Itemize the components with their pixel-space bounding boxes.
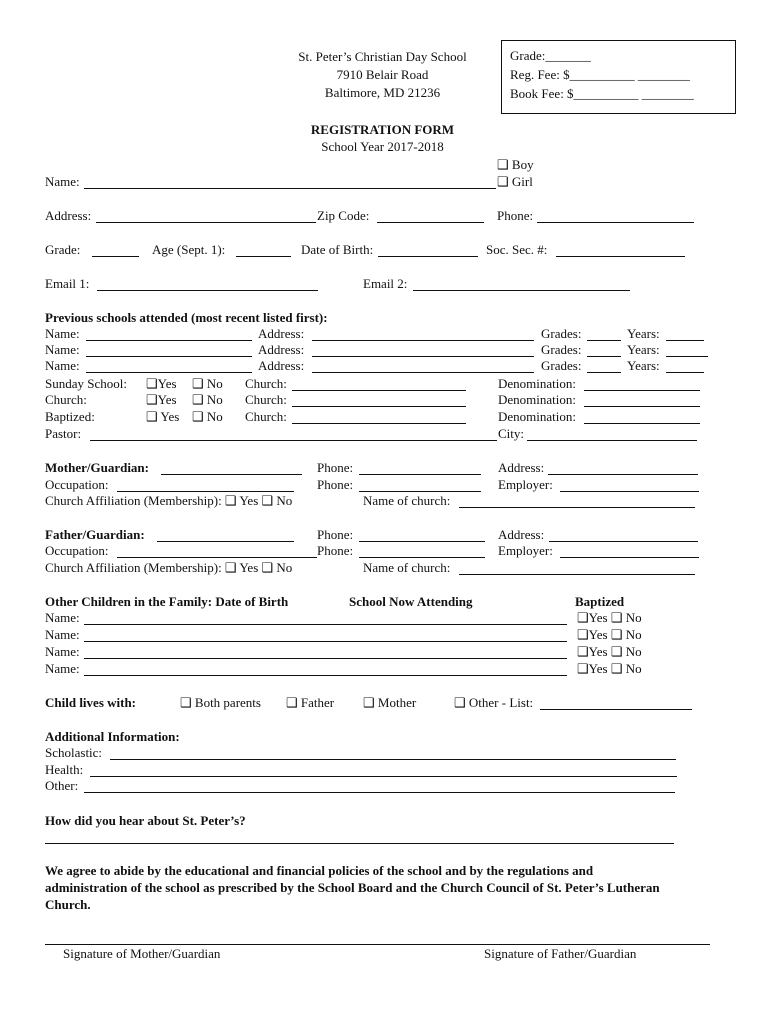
phone-label: Phone: [497,208,534,223]
child-name-label: Name: [45,610,80,625]
school-street: 7910 Belair Road [336,67,429,82]
mother-phone2-label: Phone: [317,477,354,492]
mother-label: Mother/Guardian: [45,460,149,475]
mother-church-name-label: Name of church: [363,493,451,508]
baptized-label: Baptized: [45,409,95,424]
hear-answer-field[interactable] [45,843,674,844]
children-heading: Other Children in the Family: Date of Birth [45,594,289,609]
baptized-church-field[interactable] [292,423,466,424]
dob-field[interactable] [378,256,478,257]
name-label: Name: [45,174,80,189]
baptized-denomination-label: Denomination: [498,409,576,424]
school-city: Baltimore, MD 21236 [324,85,441,100]
prev-school-grades-field[interactable] [587,356,621,357]
age-label: Age (Sept. 1): [152,242,226,257]
church-denomination-field[interactable] [584,406,700,407]
father-name-field[interactable] [157,541,294,542]
school-year: School Year 2017-2018 [321,139,444,154]
zip-field[interactable] [377,222,484,223]
mother-address-field[interactable] [548,474,698,475]
mother-phone-label: Phone: [317,460,354,475]
baptized-church-label: Church: [245,409,287,424]
mother-occupation-label: Occupation: [45,477,109,492]
prev-school-name-label: Name: [45,358,80,373]
email1-label: Email 1: [45,276,90,291]
zip-label: Zip Code: [317,208,370,223]
father-signature-label: Signature of Father/Guardian [484,946,637,961]
prev-school-name-field[interactable] [86,372,252,373]
scholastic-label: Scholastic: [45,745,103,760]
previous-schools-heading: Previous schools attended (most recent listed first): [45,310,328,325]
prev-school-name-field[interactable] [86,356,252,357]
agreement-line1: We agree to abide by the educational and financial policies of the school and by the regulations and [45,863,594,878]
sunday-church-label: Church: [245,376,287,391]
child-name-label: Name: [45,627,80,642]
prev-school-years-field[interactable] [666,356,708,357]
father-phone-field[interactable] [359,541,485,542]
age-field[interactable] [236,256,291,257]
school-name: St. Peter’s Christian Day School [298,49,467,64]
church-label: Church: [45,392,87,407]
prev-school-grades-label: Grades: [541,342,582,357]
father-address-label: Address: [498,527,545,542]
prev-school-years-field[interactable] [666,372,704,373]
office-book-fee: Book Fee: $__________ ________ [510,86,694,101]
father-occupation-label: Occupation: [45,543,109,558]
baptized-denomination-field[interactable] [584,423,700,424]
church-church-field[interactable] [292,406,466,407]
father-church-name-field[interactable] [459,574,695,575]
prev-school-grades-field[interactable] [587,340,621,341]
child-baptized-checkbox[interactable]: ❑Yes ❑ No [577,610,642,625]
prev-school-address-field[interactable] [312,356,534,357]
email1-field[interactable] [97,290,318,291]
email2-field[interactable] [413,290,630,291]
father-employer-label: Employer: [498,543,553,558]
father-address-field[interactable] [549,541,698,542]
baptized-no-checkbox[interactable]: ❑ No [192,409,223,424]
mother-phone-field[interactable] [359,474,481,475]
grade-field[interactable] [92,256,139,257]
church-no-checkbox[interactable]: ❑ No [192,392,223,407]
pastor-label: Pastor: [45,426,82,441]
pastor-field[interactable] [90,440,497,441]
mother-address-label: Address: [498,460,545,475]
father-phone-label: Phone: [317,527,354,542]
prev-school-name-label: Name: [45,326,80,341]
prev-school-name-label: Name: [45,342,80,357]
school-attending-heading: School Now Attending [349,594,473,609]
email2-label: Email 2: [363,276,408,291]
father-phone2-field[interactable] [359,557,485,558]
prev-school-grades-field[interactable] [587,372,621,373]
prev-school-years-label: Years: [627,326,660,341]
child-name-label: Name: [45,644,80,659]
office-reg-fee: Reg. Fee: $__________ ________ [510,67,690,82]
address-field[interactable] [96,222,316,223]
lives-with-label: Child lives with: [45,695,137,710]
mother-checkbox[interactable]: ❑ Mother [363,695,417,710]
agreement-line3: Church. [45,897,91,912]
child-name-field[interactable] [84,658,567,659]
girl-checkbox[interactable]: ❑ Girl [497,174,533,189]
signature-line[interactable] [45,944,710,945]
mother-signature-label: Signature of Mother/Guardian [63,946,221,961]
office-grade: Grade:_______ [510,48,591,63]
sunday-school-yes-checkbox[interactable]: ❑Yes [146,376,177,391]
ssn-field[interactable] [556,256,685,257]
baptized-yes-checkbox[interactable]: ❑ Yes [146,409,180,424]
other-checkbox[interactable]: ❑ Other - List: [454,695,534,710]
city-field[interactable] [527,440,697,441]
prev-school-years-label: Years: [627,358,660,373]
prev-school-address-label: Address: [258,326,305,341]
ssn-label: Soc. Sec. #: [486,242,548,257]
father-phone2-label: Phone: [317,543,354,558]
prev-school-address-label: Address: [258,342,305,357]
mother-employer-field[interactable] [560,491,699,492]
child-baptized-checkbox[interactable]: ❑Yes ❑ No [577,627,642,642]
father-occupation-field[interactable] [117,557,317,558]
child-baptized-checkbox[interactable]: ❑Yes ❑ No [577,644,642,659]
agreement-line2: administration of the school as prescribed by the School Board and the Church Council of St. Peter’s Lutheran [45,880,660,895]
mother-church-name-field[interactable] [459,507,695,508]
health-label: Health: [45,762,84,777]
prev-school-address-label: Address: [258,358,305,373]
church-denomination-label: Denomination: [498,392,576,407]
form-title: REGISTRATION FORM [310,122,455,137]
child-name-field[interactable] [84,624,567,625]
other-info-label: Other: [45,778,79,793]
mother-phone2-field[interactable] [359,491,481,492]
other-list-field[interactable] [540,709,692,710]
sunday-church-field[interactable] [292,390,466,391]
grade-label: Grade: [45,242,81,257]
mother-affiliation[interactable]: Church Affiliation (Membership): ❑ Yes ❑ No [45,493,293,508]
boy-checkbox[interactable]: ❑ Boy [497,157,534,172]
prev-school-address-field[interactable] [312,340,534,341]
sunday-school-no-checkbox[interactable]: ❑ No [192,376,223,391]
prev-school-name-field[interactable] [86,340,252,341]
prev-school-address-field[interactable] [312,372,534,373]
health-field[interactable] [90,776,677,777]
address-label: Address: [45,208,92,223]
child-baptized-checkbox[interactable]: ❑Yes ❑ No [577,661,642,676]
mother-occupation-field[interactable] [117,491,294,492]
mother-name-field[interactable] [161,474,302,475]
church-yes-checkbox[interactable]: ❑Yes [146,392,177,407]
father-label: Father/Guardian: [45,527,145,542]
prev-school-years-label: Years: [627,342,660,357]
sunday-denomination-label: Denomination: [498,376,576,391]
additional-heading: Additional Information: [45,729,180,744]
prev-school-grades-label: Grades: [541,358,582,373]
city-label: City: [498,426,525,441]
mother-employer-label: Employer: [498,477,553,492]
baptized-heading: Baptized [575,594,625,609]
other-info-field[interactable] [84,792,675,793]
name-field[interactable] [84,188,496,189]
father-church-name-label: Name of church: [363,560,451,575]
child-name-label: Name: [45,661,80,676]
father-checkbox[interactable]: ❑ Father [286,695,335,710]
sunday-denomination-field[interactable] [584,390,700,391]
prev-school-years-field[interactable] [666,340,704,341]
phone-field[interactable] [537,222,694,223]
child-name-field[interactable] [84,675,567,676]
hear-question: How did you hear about St. Peter’s? [45,813,246,828]
sunday-school-label: Sunday School: [45,376,127,391]
child-name-field[interactable] [84,641,567,642]
father-affiliation[interactable]: Church Affiliation (Membership): ❑ Yes ❑ No [45,560,293,575]
dob-label: Date of Birth: [301,242,374,257]
both-parents-checkbox[interactable]: ❑ Both parents [180,695,261,710]
prev-school-grades-label: Grades: [541,326,582,341]
scholastic-field[interactable] [110,759,676,760]
church-church-label: Church: [245,392,287,407]
father-employer-field[interactable] [560,557,699,558]
